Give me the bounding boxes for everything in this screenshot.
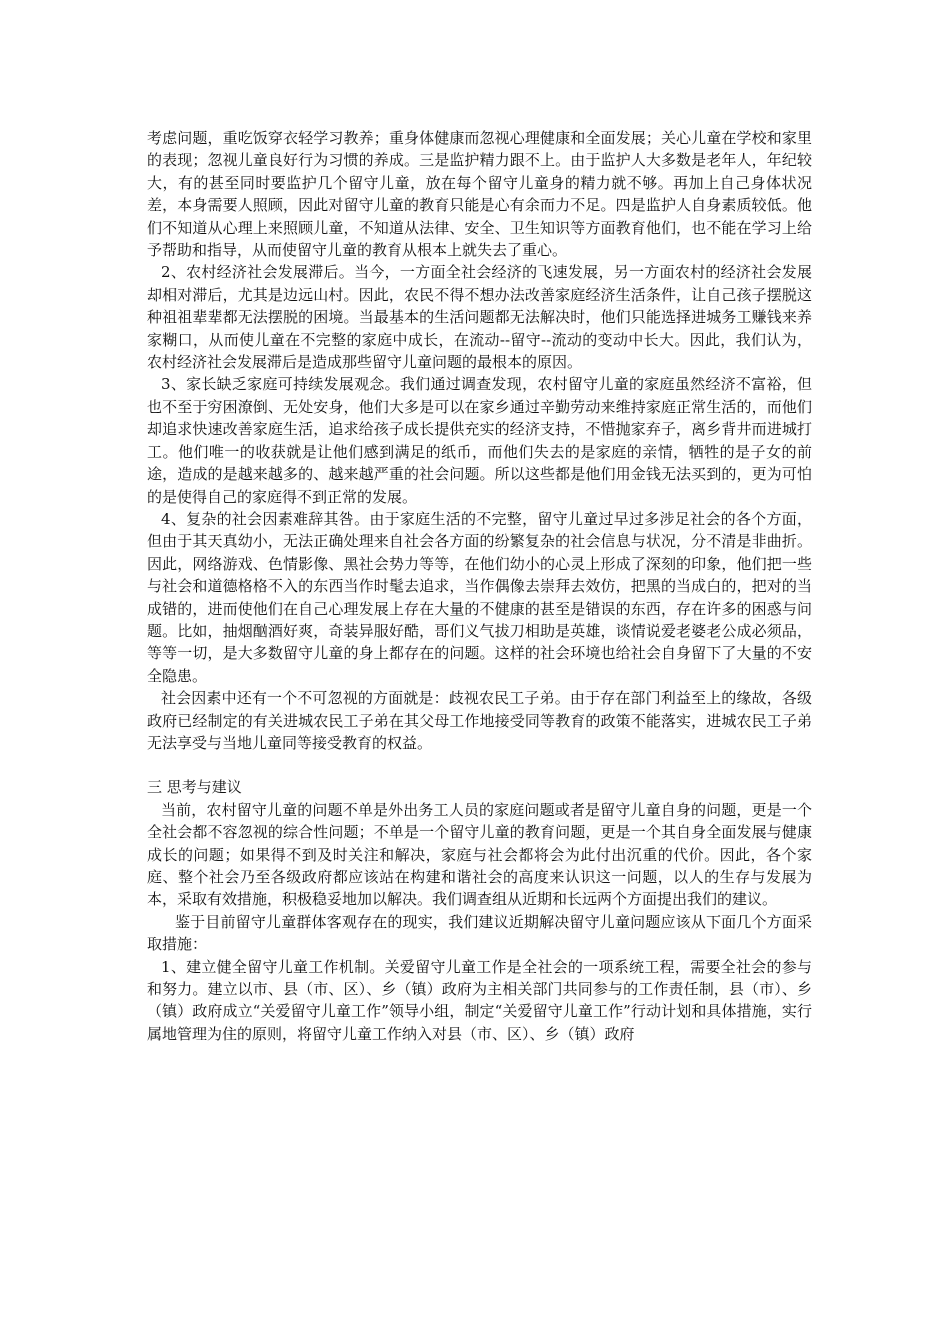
paragraph-discrimination: 社会因素中还有一个不可忽视的方面就是：歧视农民工子弟。由于存在部门利益至上的缘故，各级政府已经制定的有关进城农民工子弟在其父母工作地接受同等教育的政策不能落实，进城农民工子弟无法享受与当地儿童同等接受教育的权益。 — [147, 689, 812, 752]
paragraph-near-term-measures: 鉴于目前留守儿童群体客观存在的现实，我们建议近期解决留守儿童问题应该从下面几个方面采取措施： — [147, 912, 812, 954]
section-heading: 三 思考与建议 — [147, 778, 242, 797]
paragraph-social-factors: 4、复杂的社会因素难辞其咎。由于家庭生活的不完整，留守儿童过早过多涉足社会的各个方面，但由于其天真幼小，无法正确处理来自社会各方面的纷繁复杂的社会信息与状况，分不清是非曲折。因此，网络游戏、色情影像、黑社会势力等等，在他们幼小的心灵上形成了深刻的印象，他们把一些与社会和道德格格不入的东西当作时髦去追求，当作偶像去崇拜去效仿，把黑的当成白的，把对的当成错的，进而使他们在自己心理发展上存在大量的不健康的甚至是错误的东西，存在许多的困惑与问题。比如，抽烟酗酒好爽，奇装异服好酷，哥们义气拔刀相助是英雄，谈情说爱老婆老公成必须品，等等一切，是大多数留守儿童的身上都存在的问题。这样的社会环境也给社会自身留下了大量的不安全隐患。 — [147, 509, 812, 685]
paragraph-current-situation: 当前，农村留守儿童的问题不单是外出务工人员的家庭问题或者是留守儿童自身的问题，更是一个全社会都不容忽视的综合性问题；不单是一个留守儿童的教育问题，更是一个其自身全面发展与健康成长的问题；如果得不到及时关注和解决，家庭与社会都将会为此付出沉重的代价。因此，各个家庭、整个社会乃至各级政府都应该站在构建和谐社会的高度来认识这一问题，以人的生存与发展为本，采取有效措施，积极稳妥地加以解决。我们调查组从近期和长远两个方面提出我们的建议。 — [147, 800, 812, 909]
paragraph-work-mechanism: 1、建立健全留守儿童工作机制。关爱留守儿童工作是全社会的一项系统工程，需要全社会的参与和努力。建立以市、县（市、区）、乡（镇）政府为主相关部门共同参与的工作责任制，县（市）、乡（镇）政府成立“关爱留守儿童工作”领导小组，制定“关爱留守儿童工作”行动计划和具体措施，实行属地管理为住的原则，将留守儿童工作纳入对县（市、区）、乡（镇）政府 — [147, 957, 812, 1043]
paragraph-economic-lag: 2、农村经济社会发展滞后。当今，一方面全社会经济的飞速发展，另一方面农村的经济社会发展却相对滞后，尤其是边远山村。因此，农民不得不想办法改善家庭经济生活条件，让自己孩子摆脱这种祖祖辈辈都无法摆脱的困境。当最基本的生活问题都无法解决时，他们只能选择进城务工赚钱来养家糊口，从而使儿童在不完整的家庭中成长，在流动--留守--流动的变动中长大。因此，我们认为，农村经济社会发展滞后是造成那些留守儿童问题的最根本的原因。 — [147, 263, 812, 372]
section-spacer — [147, 754, 812, 776]
paragraph-guardian-issues: 考虑问题，重吃饭穿衣轻学习教养；重身体健康而忽视心理健康和全面发展；关心儿童在学校和家里的表现；忽视儿童良好行为习惯的养成。三是监护精力跟不上。由于监护人大多数是老年人，年纪较大，有的甚至同时要监护几个留守儿童，放在每个留守儿童身的精力就不够。再加上自己身体状况差，本身需要人照顾，因此对留守儿童的教育只能是心有余而力不足。四是监护人自身素质较低。他们不知道从心理上来照顾儿童，不知道从法律、安全、卫生知识等方面教育他们，也不能在学习上给予帮助和指导，从而使留守儿童的教育从根本上就失去了重心。 — [147, 129, 812, 260]
paragraph-family-development: 3、家长缺乏家庭可持续发展观念。我们通过调查发现，农村留守儿童的家庭虽然经济不富裕，但也不至于穷困潦倒、无处安身，他们大多是可以在家乡通过辛勤劳动来维持家庭正常生活的，而他们却追求快速改善家庭生活，追求给孩子成长提供充实的经济支持，不惜抛家弃子，离乡背井而进城打工。他们唯一的收获就是让他们感到满足的纸币，而他们失去的是家庭的亲情，牺牲的是子女的前途，造成的是越来越多的、越来越严重的社会问题。所以这些都是他们用金钱无法买到的，更为可怕的是使得自己的家庭得不到正常的发展。 — [147, 375, 812, 506]
document-body — [147, 127, 812, 1045]
